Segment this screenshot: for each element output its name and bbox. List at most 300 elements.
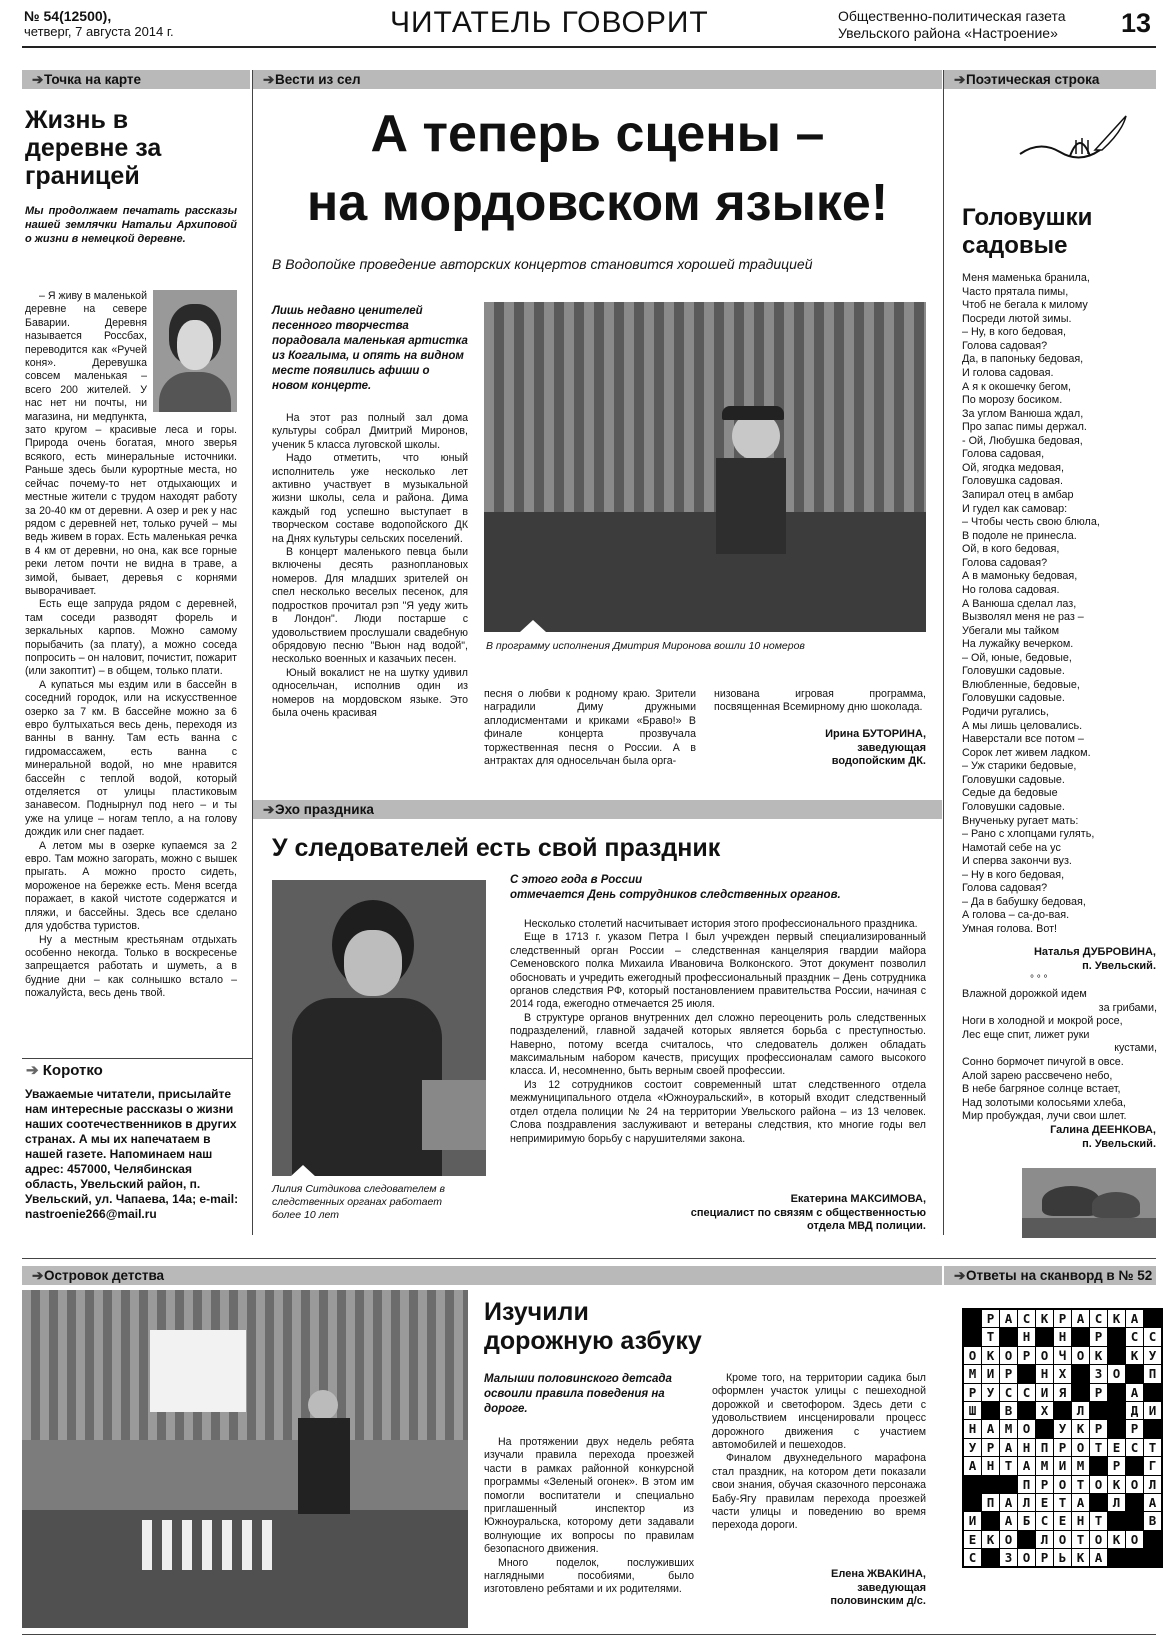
crossword-letter-cell: П bbox=[982, 1494, 999, 1511]
rubric-poetry: ➔Поэтическая строка bbox=[944, 70, 1156, 89]
crossword-letter-cell: Н bbox=[964, 1420, 981, 1437]
poem-line: Родичи ругались, bbox=[962, 706, 1049, 718]
crossword-black-cell bbox=[982, 1512, 999, 1529]
crossword-letter-cell: Е bbox=[1036, 1494, 1053, 1511]
poem-line: – Ну в кого бедовая, bbox=[962, 868, 1065, 881]
poem-line: Влажной дорожкой идем bbox=[962, 988, 1087, 1000]
left-para-3: А купаться мы ездим или в бассейн в соседний городок, или на искусственное озерко за 7 км. В бассейне можно за 6 евро бултыхаться весь день, переходя из ванны в ванну. Там есть ванна с гидромассажем, есть ванна с минеральной водой, но мне нравится бассейн с теплой водой, который отделяется от улицы пластиковым занавесом. Поднырнул под него – и ты уже на улице – ногам тепло, а на голову дождик или снег падает. bbox=[25, 678, 237, 839]
poetry-title-line1: Головушки bbox=[962, 204, 1093, 231]
left-para-2: Есть еще запруда рядом с деревней, там соседи разводят форель и зеркальных карпов. Можно самому порыбачить (за плату), а можно соседа попросить – он наловит, почистит, пожарит (или закоптит) – в общем, только плати. bbox=[25, 598, 237, 678]
poem-line: Ой, в кого бедовая, bbox=[962, 543, 1060, 556]
poem-line: Чтоб не бегала к милому bbox=[962, 299, 1088, 312]
crossword-letter-cell: Л bbox=[1018, 1494, 1035, 1511]
crossword-letter-cell: Ш bbox=[964, 1402, 981, 1419]
crossword-letter-cell: А bbox=[1018, 1457, 1035, 1474]
crossword-letter-cell: Р bbox=[1036, 1549, 1053, 1566]
bottom-para-1: На протяжении двух недель ребята изучали правила перехода проезжей части в рамках районной конкурсной программы «Зеленый огонек». В этом им помогли воспитатели и специально приглашенный инспектор из Южноуральска, которому дети задавали волнующие их вопросы по правилам безопасного движения. bbox=[484, 1436, 694, 1556]
crossword-letter-cell: З bbox=[1090, 1365, 1107, 1382]
crossword-black-cell bbox=[1108, 1384, 1125, 1401]
investigator-photo bbox=[272, 880, 486, 1176]
crossword-letter-cell: Т bbox=[1090, 1512, 1107, 1529]
poem-line: – Уж старики бедовые, bbox=[962, 760, 1077, 773]
left-para-1: – Я живу в маленькой деревне на севере Баварии. Деревня называется Россбах, переводится как «Ручей коня». Деревушка совсем маленькая – всего 200 жителей. У нас нет ни почты, ни магазина, ни медпункта, зато кругом – красивые леса и горы. Природа очень богатая, много зверья всякого, есть минеральные источники. Раньше здесь были курортные места, но сейчас почему-то нет отдыхающих и местные жители с трудом находят работу за 20-40 км от деревни. А озер и рек у нас рядом с деревней нет, только ручей – мы ведь живем в горах. Есть маленькая речка в 4 км от деревни, но она, как все горные реки летом почти не видна в траве, а зимой, бывает, деревья с корнями выворачивает. bbox=[25, 290, 237, 597]
concert-photo bbox=[484, 302, 926, 632]
crossword-letter-cell: А bbox=[1000, 1494, 1017, 1511]
crossword-black-cell bbox=[1018, 1365, 1035, 1382]
crossword-letter-cell: К bbox=[1108, 1531, 1125, 1548]
poem-line: Да, в папоньку бедовая, bbox=[962, 353, 1084, 366]
main-author-pos2: водопойским ДК. bbox=[831, 755, 926, 767]
main-author bbox=[714, 728, 926, 769]
photo-marker-icon-2 bbox=[290, 1165, 316, 1177]
crossword-letter-cell: Х bbox=[1036, 1402, 1053, 1419]
crossword-black-cell bbox=[1126, 1457, 1143, 1474]
crossword-letter-cell: К bbox=[1036, 1310, 1053, 1327]
crossword-black-cell bbox=[1090, 1494, 1107, 1511]
crossword-letter-cell: М bbox=[964, 1365, 981, 1382]
arrow-icon: ➔ bbox=[954, 1268, 966, 1283]
crossword-letter-cell: Р bbox=[1036, 1476, 1053, 1493]
poem-line: А голова – са-до-вая. bbox=[962, 909, 1070, 922]
poem-line: По морозу босиком. bbox=[962, 394, 1063, 407]
crossword-letter-cell: Т bbox=[1072, 1476, 1089, 1493]
crossword-letter-cell: Р bbox=[1090, 1384, 1107, 1401]
footer-rule bbox=[22, 1634, 1156, 1635]
bottom-body-col2 bbox=[712, 1372, 926, 1533]
poem-line: Голова садовая, bbox=[962, 448, 1045, 461]
crossword-letter-cell: А bbox=[964, 1457, 981, 1474]
crossword-letter-cell: К bbox=[1072, 1420, 1089, 1437]
crossword-letter-cell: Г bbox=[1144, 1457, 1161, 1474]
crossword-letter-cell: Р bbox=[982, 1439, 999, 1456]
poem-2-author bbox=[962, 1124, 1156, 1151]
poem-line: Головушки садовые. bbox=[962, 800, 1065, 813]
column-rule-left bbox=[252, 70, 253, 1235]
bottom-author bbox=[712, 1568, 926, 1609]
crossword-letter-cell: О bbox=[1000, 1531, 1017, 1548]
investigator-photo-caption: Лилия Ситдикова следователем в следственных органах работает более 10 лет bbox=[272, 1183, 445, 1221]
poem-line: За углом Ванюша ждал, bbox=[962, 407, 1084, 420]
crossword-black-cell bbox=[964, 1476, 981, 1493]
poem-line: А Ванюша сделал лаз, bbox=[962, 597, 1077, 610]
bottom-para-4: Финалом двухнедельного марафона стал праздник, на котором дети показали свои знания, обучая сказочного персонажа Бабу-Ягу правилам перехода проезжей части улицы и поведению во время перехода дороги. bbox=[712, 1452, 926, 1532]
second-body bbox=[510, 918, 926, 1146]
crossword-letter-cell: П bbox=[1036, 1439, 1053, 1456]
bottom-author-pos1: заведующая bbox=[857, 1581, 926, 1594]
rubric-bottom: ➔Островок детства bbox=[22, 1266, 942, 1285]
poem-line: Мир пробуждая, лучи свои шлет. bbox=[962, 1110, 1127, 1123]
bottom-title-line2: дорожную азбуку bbox=[484, 1327, 702, 1355]
crossword-letter-cell: У bbox=[1054, 1420, 1071, 1437]
crossword-letter-cell: П bbox=[1018, 1476, 1035, 1493]
second-author-name: Екатерина МАКСИМОВА, bbox=[790, 1193, 926, 1205]
bottom-author-name: Елена ЖВАКИНА, bbox=[831, 1568, 926, 1580]
poem-line: Запирал отец в амбар bbox=[962, 489, 1074, 501]
crossword-letter-cell: С bbox=[1126, 1328, 1143, 1345]
poem-line: И голова садовая. bbox=[962, 366, 1054, 379]
crossword-black-cell bbox=[1108, 1328, 1125, 1345]
crossword-letter-cell: П bbox=[1144, 1365, 1161, 1382]
crossword-black-cell bbox=[1108, 1420, 1125, 1437]
poem-line: Сонно бормочет пичугой в овсе. bbox=[962, 1055, 1124, 1068]
crossword-letter-cell: И bbox=[1054, 1457, 1071, 1474]
poem-line: – Ой, юные, бедовые, bbox=[962, 651, 1072, 664]
crossword-black-cell bbox=[1090, 1457, 1107, 1474]
bottom-section-rule bbox=[22, 1258, 1156, 1259]
crossword-black-cell bbox=[964, 1494, 981, 1511]
poem-line: Голова садовая? bbox=[962, 882, 1048, 895]
crossword-letter-cell: Н bbox=[1054, 1328, 1071, 1345]
crossword-letter-cell: Ч bbox=[1054, 1347, 1071, 1364]
crossword-letter-cell: Л bbox=[1144, 1476, 1161, 1493]
crossword-letter-cell: Р bbox=[982, 1310, 999, 1327]
crossword-letter-cell: У bbox=[982, 1384, 999, 1401]
crossword-black-cell bbox=[982, 1402, 999, 1419]
crossword-black-cell bbox=[1108, 1512, 1125, 1529]
crossword-letter-cell: В bbox=[1000, 1402, 1017, 1419]
poem-1 bbox=[962, 272, 1157, 937]
crossword-letter-cell: О bbox=[1036, 1347, 1053, 1364]
poem-2 bbox=[962, 988, 1157, 1124]
crossword-letter-cell: К bbox=[1126, 1347, 1143, 1364]
crossword-black-cell bbox=[1144, 1531, 1161, 1548]
crossword-black-cell bbox=[1072, 1365, 1089, 1382]
poem-line: Головушки садовые. bbox=[962, 773, 1065, 786]
poem-line: Про запас пимы держал. bbox=[962, 421, 1087, 434]
crossword-letter-cell: Р bbox=[1126, 1420, 1143, 1437]
header-rule bbox=[22, 46, 1156, 48]
main-para-4: Юный вокалист не на шутку удивил односельчан, исполнив один из номеров на мордовском языке. Это была очень красивая bbox=[272, 666, 468, 719]
crossword-letter-cell: Е bbox=[964, 1531, 981, 1548]
crossword-letter-cell: У bbox=[964, 1439, 981, 1456]
arrow-icon: ➔ bbox=[26, 1062, 39, 1079]
crossword-black-cell bbox=[1018, 1531, 1035, 1548]
poem-line: И сперва закончи вуз. bbox=[962, 855, 1072, 868]
crossword-letter-cell: С bbox=[1144, 1328, 1161, 1345]
kindergarten-photo bbox=[22, 1290, 468, 1628]
crossword-letter-cell: М bbox=[1000, 1420, 1017, 1437]
crossword-letter-cell: Р bbox=[1018, 1347, 1035, 1364]
poem-line: Наверстали все потом – bbox=[962, 733, 1084, 746]
crossword-letter-cell: Т bbox=[982, 1328, 999, 1345]
bottom-lead: Малыши половинского детсада освоили правила поведения на дороге. bbox=[484, 1373, 672, 1415]
crossword-letter-cell: С bbox=[1036, 1512, 1053, 1529]
crossword-letter-cell: О bbox=[1072, 1439, 1089, 1456]
crossword-letter-cell: Н bbox=[1036, 1365, 1053, 1382]
poem-line: - Ой, Любушка бедовая, bbox=[962, 434, 1083, 447]
poem-line: В подоле не принесла. bbox=[962, 529, 1077, 542]
poem-line: Намотай себе на ус bbox=[962, 841, 1061, 854]
crossword-letter-cell: Н bbox=[1072, 1512, 1089, 1529]
crossword-letter-cell: Р bbox=[1054, 1310, 1071, 1327]
poem-line: Меня маменька бранила, bbox=[962, 272, 1090, 284]
rubric-main: ➔Вести из сел bbox=[253, 70, 942, 89]
crossword-grid bbox=[962, 1308, 1163, 1568]
poem-line: Сорок лет живем ладком. bbox=[962, 746, 1091, 759]
arrow-icon: ➔ bbox=[263, 802, 275, 817]
short-news-rubric: ➔ Коротко bbox=[26, 1062, 103, 1079]
poem-line: Внученьку ругает мать: bbox=[962, 814, 1079, 827]
poem-2-author-place: п. Увельский. bbox=[1082, 1137, 1156, 1150]
crossword-letter-cell: А bbox=[1072, 1494, 1089, 1511]
main-para-2: Надо отметить, что юный исполнитель уже несколько лет активно участвует в музыкальной жизни школы, села и района. Дима каждый год успешно выступает в творческом составе водопойского ДК на Днях культуры сельских поселений. bbox=[272, 452, 468, 545]
crossword-black-cell bbox=[1108, 1347, 1125, 1364]
crossword-letter-cell: О bbox=[1054, 1476, 1071, 1493]
photo-marker-icon bbox=[520, 620, 546, 632]
left-article-title: Жизнь в деревне за границей bbox=[25, 106, 162, 190]
crossword-black-cell bbox=[1000, 1328, 1017, 1345]
arrow-icon: ➔ bbox=[32, 1268, 44, 1283]
crossword-black-cell bbox=[964, 1328, 981, 1345]
poem-line: – Ну, в кого бедовая, bbox=[962, 326, 1067, 339]
short-news-rule bbox=[22, 1058, 252, 1059]
crossword-black-cell bbox=[982, 1549, 999, 1566]
rubric-left: ➔Точка на карте bbox=[22, 70, 250, 89]
poem-line: Умная голова. Вот! bbox=[962, 923, 1058, 935]
main-author-pos1: заведующая bbox=[857, 741, 926, 754]
poem-line: В небе багряное солнце встает, bbox=[962, 1083, 1121, 1096]
left-para-4: А летом мы в озерке купаемся за 2 евро. Там можно загорать, можно с вышек прыгать. А можно просто сидеть, мороженое на бережке есть. Меня всегда поражает, в какой чистоте содержатся и пляжи, и бассейны. Здесь все сделано для удобства туристов. bbox=[25, 839, 237, 933]
bottom-para-2: Много поделок, послуживших наглядными пособиями, было изготовлено ребятами и их родителями. bbox=[484, 1556, 694, 1596]
poem-line: Голова садовая? bbox=[962, 556, 1048, 569]
left-article-lead: Мы продолжаем печатать рассказы нашей землячки Натальи Архиповой о жизни в немецкой деревне. bbox=[25, 205, 237, 245]
poem-line: Вызволял меня не раз – bbox=[962, 611, 1084, 624]
crossword-letter-cell: С bbox=[1000, 1384, 1017, 1401]
poem-divider: ° ° ° bbox=[1030, 974, 1048, 985]
second-para-3: В структуре органов внутренних дел сложно переоценить роль следственных подразделений, главной задачей которых является борьба с преступностью. Наверно, потому всегда считалось, что следователь должен обладать максимальным набором качеств, присущих профессионалам самого высокого класса. И, несомненно, быть верным своей профессии. bbox=[510, 1011, 926, 1078]
crossword-letter-cell: О bbox=[1018, 1420, 1035, 1437]
crossword-letter-cell: Л bbox=[1108, 1494, 1125, 1511]
crossword-letter-cell: О bbox=[1126, 1531, 1143, 1548]
crossword-letter-cell: Т bbox=[1054, 1494, 1071, 1511]
crossword-letter-cell: Т bbox=[1090, 1439, 1107, 1456]
crossword-black-cell bbox=[1090, 1402, 1107, 1419]
crossword-letter-cell: О bbox=[1054, 1531, 1071, 1548]
poem-line: И гудел как самовар: bbox=[962, 502, 1068, 515]
crossword-letter-cell: Р bbox=[1000, 1365, 1017, 1382]
crossword-letter-cell: К bbox=[982, 1531, 999, 1548]
crossword-letter-cell: С bbox=[1018, 1310, 1035, 1327]
crossword-letter-cell: Р bbox=[1090, 1420, 1107, 1437]
poem-line: Головушки садовые. bbox=[962, 692, 1065, 705]
poem-line: за грибами, bbox=[1098, 1001, 1157, 1014]
main-title-line2: на мордовском языке! bbox=[306, 174, 889, 232]
crossword-black-cell bbox=[1054, 1402, 1071, 1419]
poem-line: Ноги в холодной и мокрой росе, bbox=[962, 1015, 1123, 1028]
poem-line: Седые да бедовые bbox=[962, 787, 1058, 800]
crossword-letter-cell: О bbox=[1000, 1347, 1017, 1364]
main-para-3: В концерт маленького певца были включены десять разноплановых номеров. Для младших зрителей он спел несколько веселых песенок, для подростков прочитал рэп "Я уеду жить в Лондон". Люди постарше с удовольствием прослушали свадебную обрядовую песню "Вьюн над водой", несколько военных и казачьих песен. bbox=[272, 546, 468, 666]
crossword-letter-cell: О bbox=[1090, 1531, 1107, 1548]
second-author-pos2: отдела МВД полиции. bbox=[807, 1220, 926, 1232]
crossword-letter-cell: А bbox=[1000, 1512, 1017, 1529]
poem-line: Но голова садовая. bbox=[962, 583, 1060, 596]
crossword-letter-cell: Н bbox=[1018, 1439, 1035, 1456]
poem-line: Ой, ягодка медовая, bbox=[962, 461, 1064, 474]
crossword-letter-cell: С bbox=[1018, 1384, 1035, 1401]
crossword-black-cell bbox=[1072, 1384, 1089, 1401]
crossword-letter-cell: И bbox=[1036, 1384, 1053, 1401]
crossword-letter-cell: М bbox=[1072, 1457, 1089, 1474]
poem-line: – Да в бабушку бедовая, bbox=[962, 895, 1086, 908]
crossword-letter-cell: Х bbox=[1054, 1365, 1071, 1382]
main-title-line1: А теперь сцены – bbox=[370, 105, 825, 163]
poem-line: кустами, bbox=[1114, 1042, 1157, 1055]
poem-line: Головушки садовые. bbox=[962, 665, 1065, 678]
bottom-para-3: Кроме того, на территории садика был оформлен участок улицы с пешеходной дорожкой и светофором. Здесь дети с удовольствием инсценировали процесс дорожного движения с участием автомобилей и пешеходов. bbox=[712, 1372, 926, 1452]
crossword-black-cell bbox=[1144, 1384, 1161, 1401]
crossword-letter-cell: О bbox=[1126, 1476, 1143, 1493]
crossword-letter-cell: К bbox=[1072, 1549, 1089, 1566]
crossword-black-cell bbox=[1000, 1476, 1017, 1493]
crossword-letter-cell: А bbox=[1144, 1494, 1161, 1511]
crossword-black-cell bbox=[1144, 1420, 1161, 1437]
crossword-letter-cell: А bbox=[1072, 1310, 1089, 1327]
crossword-letter-cell: А bbox=[982, 1420, 999, 1437]
issue-number: № 54(12500), bbox=[24, 8, 112, 24]
crossword-black-cell bbox=[1072, 1328, 1089, 1345]
concert-photo-caption: В программу исполнения Дмитрия Миронова вошли 10 номеров bbox=[486, 640, 805, 652]
poem-line: На лужайку вечерком. bbox=[962, 638, 1074, 651]
crossword-black-cell bbox=[964, 1310, 981, 1327]
crossword-letter-cell: Н bbox=[1018, 1328, 1035, 1345]
main-body-col3: низована игровая программа, посвященная Всемирному дню шоколада. bbox=[714, 688, 926, 714]
paper-name-line2: Увельского района «Настроение» bbox=[838, 25, 1058, 41]
poem-line: – Рано с хлопцами гулять, bbox=[962, 828, 1095, 841]
crossword-letter-cell: Л bbox=[1036, 1531, 1053, 1548]
poem-line: Посреди лютой зимы. bbox=[962, 312, 1072, 325]
crossword-black-cell bbox=[1144, 1310, 1161, 1327]
poem-line: Алой зарею рассвечено небо, bbox=[962, 1069, 1113, 1082]
crossword-letter-cell: Я bbox=[1054, 1384, 1071, 1401]
poem-2-author-name: Галина ДЕЕНКОВА, bbox=[1050, 1124, 1156, 1136]
page-number: 13 bbox=[1121, 8, 1152, 38]
main-lead: Лишь недавно ценителей песенного творчества порадовала маленькая артистка из Когалыма, и опять на видном месте появились афиши о новом концерте. bbox=[272, 305, 468, 392]
crossword-letter-cell: И bbox=[982, 1365, 999, 1382]
main-para-1: На этот раз полный зал дома культуры собрал Дмитрий Миронов, ученик 5 класса луговской школы. bbox=[272, 412, 468, 451]
crossword-letter-cell: Т bbox=[1000, 1457, 1017, 1474]
second-author bbox=[560, 1193, 926, 1234]
main-body-col2: песня о любви к родному краю. Зрители наградили Диму дружными аплодисментами и криками «Браво!» В финале концерта прозвучала торжественная песня о России. А в антрактах для односельчан была орга- bbox=[484, 688, 696, 768]
poem-line: Часто прятала пимы, bbox=[962, 285, 1069, 298]
poem-line: Убегали мы тайком bbox=[962, 624, 1060, 637]
crossword-black-cell bbox=[1036, 1328, 1053, 1345]
lyre-quill-icon bbox=[1010, 110, 1130, 170]
poem-line: Над золотыми колосьями хлеба, bbox=[962, 1096, 1126, 1109]
crossword-letter-cell: С bbox=[964, 1549, 981, 1566]
crossword-letter-cell: Е bbox=[1054, 1512, 1071, 1529]
left-article-body bbox=[25, 290, 237, 1001]
crossword-letter-cell: И bbox=[964, 1512, 981, 1529]
crossword-letter-cell: Т bbox=[1144, 1439, 1161, 1456]
poem-line: Голова садовая? bbox=[962, 339, 1048, 352]
poem-line: – Чтобы честь свою блюла, bbox=[962, 516, 1100, 529]
rubric-second: ➔Эхо праздника bbox=[253, 800, 942, 819]
crossword-letter-cell: А bbox=[1090, 1549, 1107, 1566]
second-para-2: Еще в 1713 г. указом Петра I был учрежден первый специализированный следственный орган России – следственная канцелярия гвардии майора Семеновского полка Михаила Ивановича Волконского. Этот документ позволил обосновать и учредить ежегодный профессиональный праздник – День сотрудника органов следствия РФ, который постановлением правительства России, начиная с 2014 года, ежегодно отмечается 25 июля. bbox=[510, 931, 926, 1011]
crossword-letter-cell: А bbox=[1000, 1439, 1017, 1456]
section-title: ЧИТАТЕЛЬ ГОВОРИТ bbox=[390, 6, 709, 39]
second-para-1: Несколько столетий насчитывает история этого профессионального праздника. bbox=[524, 918, 918, 930]
poem-line: А в мамоньку бедовая, bbox=[962, 570, 1078, 583]
second-lead-1: С этого года в России bbox=[510, 874, 643, 886]
rubric-crossword: ➔Ответы на сканворд в № 52 bbox=[944, 1266, 1156, 1285]
crossword-letter-cell: Р bbox=[1108, 1457, 1125, 1474]
second-lead-2: отмечается День сотрудников следственных органов. bbox=[510, 889, 841, 901]
crossword-letter-cell: О bbox=[1108, 1365, 1125, 1382]
crossword-letter-cell: К bbox=[1108, 1310, 1125, 1327]
short-news-text: Уважаемые читатели, присылайте нам интересные рассказы о жизни наших соотечественников в других странах. А мы их напечатаем в нашей газете. Напоминаем наш адрес: 457000, Челябинская область, Увельский район, п. Увельский, ул. Чапаева, 14а; e-mail: nastroenie266@mail.ru bbox=[25, 1087, 239, 1221]
column-rule-right bbox=[943, 70, 944, 1235]
poem-1-author bbox=[962, 946, 1156, 973]
crossword-letter-cell: О bbox=[1090, 1476, 1107, 1493]
crossword-letter-cell: Н bbox=[982, 1457, 999, 1474]
crossword-letter-cell: З bbox=[1000, 1549, 1017, 1566]
crossword-letter-cell: Е bbox=[1108, 1439, 1125, 1456]
crossword-black-cell bbox=[1126, 1512, 1143, 1529]
mushrooms-photo bbox=[1022, 1168, 1156, 1238]
crossword-letter-cell: В bbox=[1144, 1512, 1161, 1529]
crossword-letter-cell: Т bbox=[1072, 1531, 1089, 1548]
crossword-letter-cell: Р bbox=[1090, 1328, 1107, 1345]
poem-1-author-name: Наталья ДУБРОВИНА, bbox=[1033, 946, 1156, 958]
crossword-letter-cell: Б bbox=[1018, 1512, 1035, 1529]
crossword-black-cell bbox=[1126, 1494, 1143, 1511]
crossword-letter-cell: А bbox=[1000, 1310, 1017, 1327]
bottom-body-col1 bbox=[484, 1436, 694, 1597]
crossword-black-cell bbox=[982, 1476, 999, 1493]
poetry-title-line2: садовые bbox=[962, 232, 1068, 259]
crossword-black-cell bbox=[1108, 1402, 1125, 1419]
crossword-letter-cell: Ь bbox=[1054, 1549, 1071, 1566]
main-author-name: Ирина БУТОРИНА, bbox=[825, 728, 926, 740]
crossword-letter-cell: К bbox=[1108, 1476, 1125, 1493]
crossword-letter-cell: Р bbox=[1054, 1439, 1071, 1456]
crossword-letter-cell: К bbox=[982, 1347, 999, 1364]
crossword-letter-cell: Р bbox=[964, 1384, 981, 1401]
second-author-pos1: специалист по связям с общественностью bbox=[690, 1206, 926, 1219]
crossword-letter-cell: А bbox=[1126, 1384, 1143, 1401]
crossword-letter-cell: К bbox=[1090, 1347, 1107, 1364]
poem-line: Лес еще спит, лижет руки bbox=[962, 1028, 1090, 1041]
crossword-letter-cell: Л bbox=[1072, 1402, 1089, 1419]
crossword-letter-cell: М bbox=[1036, 1457, 1053, 1474]
crossword-letter-cell: Д bbox=[1126, 1402, 1143, 1419]
crossword-black-cell bbox=[1036, 1420, 1053, 1437]
crossword-letter-cell: О bbox=[1018, 1549, 1035, 1566]
bottom-author-pos2: половинским д/с. bbox=[830, 1595, 926, 1607]
poem-line: Влюбленные, бедовые, bbox=[962, 678, 1080, 691]
poem-line: А мы лишь целовались. bbox=[962, 719, 1083, 732]
main-subtitle: В Водопойке проведение авторских концертов становится хорошей традицией bbox=[272, 256, 813, 272]
crossword-letter-cell: С bbox=[1126, 1439, 1143, 1456]
crossword-letter-cell: О bbox=[964, 1347, 981, 1364]
crossword-letter-cell: А bbox=[1126, 1310, 1143, 1327]
arrow-icon: ➔ bbox=[954, 72, 966, 87]
second-article-title: У следователей есть свой праздник bbox=[272, 834, 721, 862]
arrow-icon: ➔ bbox=[32, 72, 44, 87]
left-para-5: Ну а местным крестьянам отдыхать особенно некогда. Только в воскресенье запрещается работать и шуметь, а в будние дни – как солнышко встало – пожалуйста, весь день твой. bbox=[25, 933, 237, 1000]
crossword-letter-cell: У bbox=[1144, 1347, 1161, 1364]
crossword-black-cell bbox=[1126, 1365, 1143, 1382]
poem-1-author-place: п. Увельский. bbox=[1082, 959, 1156, 972]
crossword-black-cell bbox=[1018, 1402, 1035, 1419]
crossword-letter-cell: И bbox=[1144, 1402, 1161, 1419]
poem-line: Головушка садовая. bbox=[962, 475, 1064, 488]
bottom-title-line1: Изучили bbox=[484, 1298, 589, 1326]
arrow-icon: ➔ bbox=[263, 72, 275, 87]
issue-date: четверг, 7 августа 2014 г. bbox=[24, 24, 174, 39]
